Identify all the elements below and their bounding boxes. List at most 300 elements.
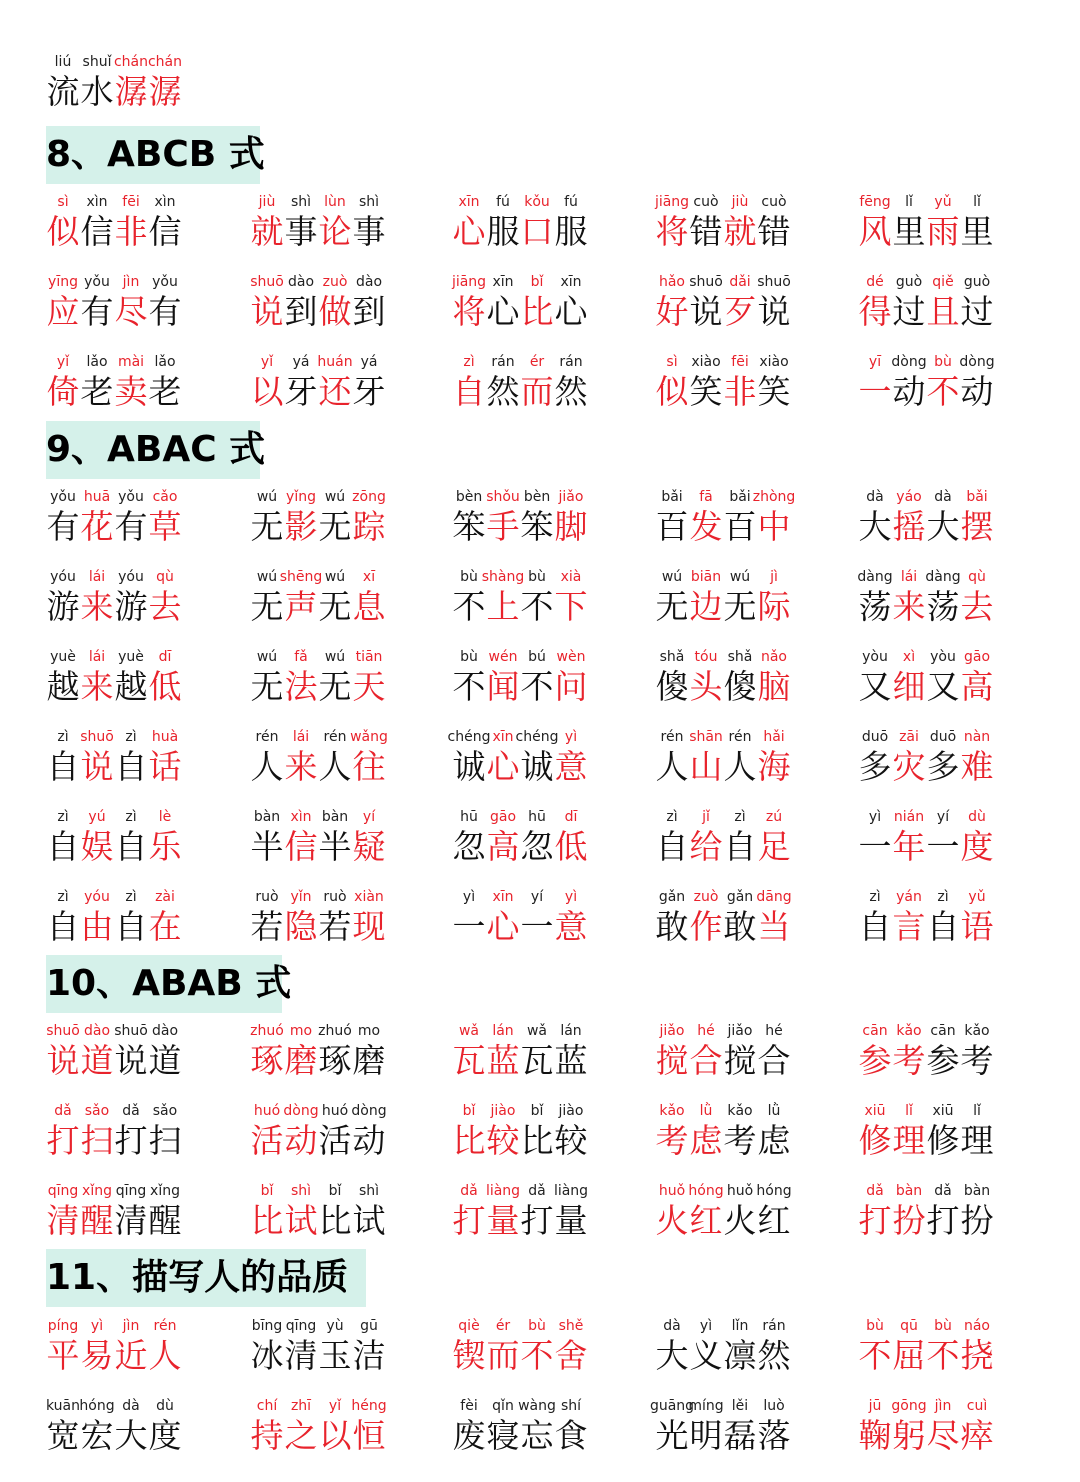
hanzi: 越 — [114, 667, 148, 706]
pinyin: fǎ — [294, 649, 308, 665]
hanzi: 考 — [960, 1041, 994, 1080]
hanzi: 笨 — [452, 507, 486, 546]
pinyin: hóng — [688, 1183, 724, 1199]
hanzi: 到 — [352, 292, 386, 331]
hanzi: 自 — [452, 372, 486, 411]
hanzi: 忽 — [452, 827, 486, 866]
hanzi: 到 — [284, 292, 318, 331]
hanzi: 自 — [46, 907, 80, 946]
hanzi: 洁 — [352, 1336, 386, 1375]
idiom-item — [452, 352, 642, 412]
idiom-item — [250, 887, 440, 947]
pinyin: kǎo — [727, 1103, 753, 1119]
hanzi: 无 — [318, 507, 352, 546]
pinyin: huán — [317, 354, 353, 370]
idiom-item — [46, 567, 236, 627]
idiom-item — [46, 1396, 236, 1456]
pinyin: yì — [462, 889, 476, 905]
hanzi: 过 — [960, 292, 994, 331]
idiom-item — [655, 1316, 845, 1376]
pinyin: kuān — [46, 1398, 81, 1414]
hanzi: 半 — [318, 827, 352, 866]
hanzi: 信 — [284, 827, 318, 866]
hanzi: 大 — [114, 1416, 148, 1455]
hanzi: 道 — [80, 1041, 114, 1080]
hanzi: 冰 — [250, 1336, 284, 1375]
idiom-item — [858, 487, 1048, 547]
pinyin: yǐn — [290, 889, 312, 905]
hanzi: 又 — [858, 667, 892, 706]
pinyin: lǐ — [973, 1103, 981, 1119]
pinyin: ruò — [323, 889, 347, 905]
idiom-item — [46, 727, 236, 787]
pinyin: rán — [491, 354, 515, 370]
hanzi: 来 — [80, 587, 114, 626]
pinyin: kǎo — [964, 1023, 990, 1039]
hanzi: 声 — [284, 587, 318, 626]
hanzi: 海 — [757, 747, 791, 786]
hanzi: 意 — [554, 907, 588, 946]
hanzi: 头 — [689, 667, 723, 706]
hanzi: 说 — [250, 292, 284, 331]
hanzi: 以 — [250, 372, 284, 411]
pinyin: xīn — [492, 729, 514, 745]
pinyin: xī — [362, 569, 376, 585]
pinyin: lǐ — [905, 194, 913, 210]
hanzi: 心 — [452, 212, 486, 251]
hanzi: 论 — [318, 212, 352, 251]
pinyin: lái — [900, 569, 918, 585]
hanzi: 脚 — [554, 507, 588, 546]
hanzi: 低 — [148, 667, 182, 706]
pinyin: rén — [660, 729, 684, 745]
hanzi: 不 — [520, 1336, 554, 1375]
hanzi: 难 — [960, 747, 994, 786]
hanzi: 大 — [926, 507, 960, 546]
hanzi: 试 — [352, 1201, 386, 1240]
hanzi: 给 — [689, 827, 723, 866]
hanzi: 自 — [858, 907, 892, 946]
hanzi: 自 — [655, 827, 689, 866]
hanzi: 说 — [689, 292, 723, 331]
hanzi: 尽 — [114, 292, 148, 331]
hanzi: 试 — [284, 1201, 318, 1240]
hanzi: 说 — [114, 1041, 148, 1080]
pinyin: yì — [90, 1318, 104, 1334]
pinyin: wú — [256, 489, 278, 505]
hanzi: 心 — [486, 292, 520, 331]
idiom-item — [858, 272, 1048, 332]
hanzi: 无 — [318, 587, 352, 626]
pinyin: huǒ — [658, 1183, 686, 1199]
hanzi: 乐 — [148, 827, 182, 866]
hanzi: 光 — [655, 1416, 689, 1455]
hanzi: 打 — [520, 1201, 554, 1240]
pinyin: shì — [290, 194, 312, 210]
idiom-item — [655, 352, 845, 412]
pinyin: chí — [256, 1398, 278, 1414]
idiom-item — [250, 487, 440, 547]
hanzi: 潺 — [114, 72, 148, 111]
hanzi: 琢 — [250, 1041, 284, 1080]
idiom-item — [655, 887, 845, 947]
hanzi: 无 — [655, 587, 689, 626]
pinyin: gōng — [891, 1398, 927, 1414]
pinyin: sǎo — [84, 1103, 110, 1119]
pinyin: bīng — [251, 1318, 283, 1334]
pinyin: dào — [287, 274, 315, 290]
pinyin: wú — [324, 569, 346, 585]
hanzi: 山 — [689, 747, 723, 786]
pinyin: qù — [968, 569, 986, 585]
pinyin: duō — [861, 729, 889, 745]
hanzi: 卖 — [114, 372, 148, 411]
pinyin: jiǎo — [659, 1023, 685, 1039]
pinyin: zì — [57, 889, 69, 905]
idiom-item — [250, 272, 440, 332]
hanzi: 比 — [318, 1201, 352, 1240]
idiom-item — [452, 1181, 642, 1241]
hanzi: 边 — [689, 587, 723, 626]
hanzi: 一 — [858, 827, 892, 866]
hanzi: 一 — [520, 907, 554, 946]
pinyin: zú — [765, 809, 783, 825]
hanzi: 清 — [114, 1201, 148, 1240]
hanzi: 荡 — [858, 587, 892, 626]
idiom-item — [858, 1101, 1048, 1161]
pinyin: wú — [661, 569, 683, 585]
pinyin: bǎi — [729, 489, 751, 505]
hanzi: 心 — [554, 292, 588, 331]
hanzi: 荡 — [926, 587, 960, 626]
pinyin: wú — [324, 489, 346, 505]
hanzi: 清 — [46, 1201, 80, 1240]
hanzi: 鞠 — [858, 1416, 892, 1455]
pinyin: lán — [492, 1023, 514, 1039]
hanzi: 老 — [80, 372, 114, 411]
pinyin: shuō — [757, 274, 791, 290]
pinyin: xiào — [691, 354, 721, 370]
hanzi: 际 — [757, 587, 791, 626]
idiom-item — [858, 1396, 1048, 1456]
pinyin: qīng — [285, 1318, 317, 1334]
hanzi: 虑 — [757, 1121, 791, 1160]
pinyin: yǒu — [118, 489, 144, 505]
idiom-item — [452, 647, 642, 707]
pinyin: dòng — [959, 354, 995, 370]
pinyin: fēi — [731, 354, 749, 370]
hanzi: 信 — [148, 212, 182, 251]
hanzi: 人 — [148, 1336, 182, 1375]
hanzi: 口 — [520, 212, 554, 251]
hanzi: 搅 — [723, 1041, 757, 1080]
pinyin: bàn — [253, 809, 281, 825]
idiom-item — [250, 1396, 440, 1456]
hanzi: 清 — [284, 1336, 318, 1375]
hanzi: 动 — [960, 372, 994, 411]
pinyin: yǔ — [968, 889, 986, 905]
idiom-item — [858, 727, 1048, 787]
pinyin: shuō — [46, 1023, 80, 1039]
hanzi: 傻 — [723, 667, 757, 706]
pinyin: guò — [895, 274, 923, 290]
hanzi: 歹 — [723, 292, 757, 331]
hanzi: 人 — [250, 747, 284, 786]
hanzi: 牙 — [284, 372, 318, 411]
hanzi: 废 — [452, 1416, 486, 1455]
pinyin: lǐ — [973, 194, 981, 210]
hanzi: 寝 — [486, 1416, 520, 1455]
hanzi: 非 — [114, 212, 148, 251]
pinyin: jì — [770, 569, 778, 585]
hanzi: 无 — [250, 507, 284, 546]
hanzi: 心 — [486, 747, 520, 786]
pinyin: yīng — [48, 274, 78, 290]
hanzi: 大 — [655, 1336, 689, 1375]
hanzi: 灾 — [892, 747, 926, 786]
hanzi: 应 — [46, 292, 80, 331]
hanzi: 笑 — [757, 372, 791, 411]
pinyin: rén — [153, 1318, 177, 1334]
hanzi: 明 — [689, 1416, 723, 1455]
pinyin: rén — [728, 729, 752, 745]
pinyin: guò — [963, 274, 991, 290]
pinyin: gǎn — [726, 889, 754, 905]
pinyin: bù — [528, 1318, 546, 1334]
hanzi: 量 — [486, 1201, 520, 1240]
pinyin: huǒ — [726, 1183, 754, 1199]
hanzi: 不 — [520, 587, 554, 626]
pinyin: jìn — [122, 1318, 140, 1334]
pinyin: sì — [57, 194, 69, 210]
hanzi: 度 — [960, 827, 994, 866]
hanzi: 义 — [689, 1336, 723, 1375]
hanzi: 疑 — [352, 827, 386, 866]
pinyin: xǐng — [82, 1183, 112, 1199]
hanzi: 言 — [892, 907, 926, 946]
pinyin: dào — [83, 1023, 111, 1039]
pinyin: wú — [729, 569, 751, 585]
hanzi: 蓝 — [486, 1041, 520, 1080]
pinyin: bàn — [895, 1183, 923, 1199]
pinyin: wǎ — [458, 1023, 480, 1039]
pinyin: gāo — [489, 809, 517, 825]
pinyin: shān — [689, 729, 723, 745]
idiom-item — [46, 1021, 236, 1081]
hanzi: 琢 — [318, 1041, 352, 1080]
hanzi: 且 — [926, 292, 960, 331]
hanzi: 忘 — [520, 1416, 554, 1455]
hanzi: 自 — [926, 907, 960, 946]
hanzi: 考 — [892, 1041, 926, 1080]
hanzi: 摇 — [892, 507, 926, 546]
idiom-item — [250, 727, 440, 787]
hanzi: 然 — [757, 1336, 791, 1375]
pinyin: fú — [564, 194, 578, 210]
hanzi: 自 — [114, 747, 148, 786]
pinyin: shàng — [481, 569, 525, 585]
pinyin: dǎ — [122, 1103, 140, 1119]
pinyin: shēng — [279, 569, 323, 585]
hanzi: 脑 — [757, 667, 791, 706]
idiom-item — [46, 192, 236, 252]
hanzi: 修 — [926, 1121, 960, 1160]
pinyin: sǎo — [152, 1103, 178, 1119]
pinyin: yuè — [50, 649, 76, 665]
hanzi: 上 — [486, 587, 520, 626]
idiom-item — [858, 1021, 1048, 1081]
hanzi: 动 — [352, 1121, 386, 1160]
pinyin: dòng — [283, 1103, 319, 1119]
pinyin: qīng — [47, 1183, 79, 1199]
hanzi: 舍 — [554, 1336, 588, 1375]
pinyin: liàng — [485, 1183, 521, 1199]
pinyin: fēi — [122, 194, 140, 210]
pinyin: wǎ — [526, 1023, 548, 1039]
hanzi: 摆 — [960, 507, 994, 546]
hanzi: 高 — [486, 827, 520, 866]
hanzi: 打 — [46, 1121, 80, 1160]
pinyin: zì — [57, 809, 69, 825]
hanzi: 中 — [757, 507, 791, 546]
pinyin: xiū — [864, 1103, 886, 1119]
hanzi: 多 — [858, 747, 892, 786]
pinyin: yǐ — [56, 354, 70, 370]
hanzi: 将 — [655, 212, 689, 251]
pinyin: shǎ — [659, 649, 685, 665]
pinyin: bù — [934, 1318, 952, 1334]
pinyin: xīn — [458, 194, 480, 210]
hanzi: 玉 — [318, 1336, 352, 1375]
pinyin: hǎi — [763, 729, 785, 745]
pinyin: zhī — [290, 1398, 312, 1414]
pinyin: yòu — [930, 649, 956, 665]
pinyin: dǎ — [866, 1183, 884, 1199]
hanzi: 红 — [757, 1201, 791, 1240]
pinyin: yán — [896, 889, 922, 905]
pinyin: mo — [357, 1023, 381, 1039]
pinyin: wén — [488, 649, 518, 665]
pinyin: ruò — [255, 889, 279, 905]
pinyin: dàng — [925, 569, 961, 585]
pinyin: wú — [324, 649, 346, 665]
hanzi: 里 — [960, 212, 994, 251]
idiom-item — [858, 1316, 1048, 1376]
hanzi: 比 — [452, 1121, 486, 1160]
hanzi: 不 — [926, 1336, 960, 1375]
pinyin: yóu — [84, 889, 110, 905]
pinyin: qù — [156, 569, 174, 585]
idiom-item — [858, 192, 1048, 252]
idiom-item — [858, 887, 1048, 947]
hanzi: 较 — [486, 1121, 520, 1160]
hanzi: 人 — [655, 747, 689, 786]
pinyin: gū — [360, 1318, 378, 1334]
pinyin: lěi — [731, 1398, 749, 1414]
pinyin: dòng — [351, 1103, 387, 1119]
pinyin: luò — [763, 1398, 785, 1414]
pinyin: bǐ — [260, 1183, 274, 1199]
pinyin: xì — [902, 649, 916, 665]
hanzi: 做 — [318, 292, 352, 331]
hanzi: 天 — [352, 667, 386, 706]
pinyin: yú — [88, 809, 106, 825]
hanzi: 有 — [148, 292, 182, 331]
hanzi: 当 — [757, 907, 791, 946]
hanzi: 低 — [554, 827, 588, 866]
hanzi: 度 — [148, 1416, 182, 1455]
pinyin: huà — [151, 729, 179, 745]
pinyin: dù — [968, 809, 986, 825]
pinyin: xiàn — [354, 889, 384, 905]
pinyin: yá — [292, 354, 310, 370]
hanzi: 还 — [318, 372, 352, 411]
pinyin: lán — [560, 1023, 582, 1039]
idiom-item — [46, 647, 236, 707]
pinyin: hé — [697, 1023, 715, 1039]
pinyin: dàng — [857, 569, 893, 585]
idiom-item — [250, 1021, 440, 1081]
pinyin: dào — [355, 274, 383, 290]
hanzi: 倚 — [46, 372, 80, 411]
hanzi: 打 — [114, 1121, 148, 1160]
hanzi: 屈 — [892, 1336, 926, 1375]
hanzi: 磨 — [284, 1041, 318, 1080]
hanzi: 打 — [452, 1201, 486, 1240]
pinyin: dǎi — [729, 274, 751, 290]
hanzi: 蓝 — [554, 1041, 588, 1080]
pinyin: xìn — [290, 809, 312, 825]
pinyin: wú — [256, 649, 278, 665]
pinyin: dào — [151, 1023, 179, 1039]
pinyin: jiào — [558, 1103, 584, 1119]
idiom-item — [452, 1021, 642, 1081]
pinyin: zuò — [693, 889, 719, 905]
pinyin: hū — [460, 809, 478, 825]
hanzi: 自 — [114, 827, 148, 866]
idiom-item — [452, 1316, 642, 1376]
pinyin: yáo — [896, 489, 922, 505]
hanzi: 百 — [723, 507, 757, 546]
hanzi: 而 — [520, 372, 554, 411]
pinyin: rán — [559, 354, 583, 370]
pinyin: dà — [122, 1398, 140, 1414]
pinyin: hóng — [79, 1398, 115, 1414]
pinyin: dé — [866, 274, 884, 290]
pinyin: dǎ — [54, 1103, 72, 1119]
idiom-item — [452, 192, 642, 252]
pinyin: shě — [558, 1318, 584, 1334]
pinyin: jiào — [490, 1103, 516, 1119]
pinyin: lǜ — [699, 1103, 713, 1119]
pinyin: fèi — [460, 1398, 478, 1414]
pinyin: hóng — [756, 1183, 792, 1199]
hanzi: 牙 — [352, 372, 386, 411]
pinyin: yǐng — [286, 489, 316, 505]
pinyin: liàng — [553, 1183, 589, 1199]
pinyin: jìn — [122, 274, 140, 290]
idiom-item — [858, 567, 1048, 627]
hanzi: 若 — [318, 907, 352, 946]
hanzi: 自 — [723, 827, 757, 866]
hanzi: 打 — [858, 1201, 892, 1240]
hanzi: 半 — [250, 827, 284, 866]
hanzi: 年 — [892, 827, 926, 866]
hanzi: 问 — [554, 667, 588, 706]
hanzi: 然 — [486, 372, 520, 411]
hanzi: 恒 — [352, 1416, 386, 1455]
hanzi: 人 — [318, 747, 352, 786]
